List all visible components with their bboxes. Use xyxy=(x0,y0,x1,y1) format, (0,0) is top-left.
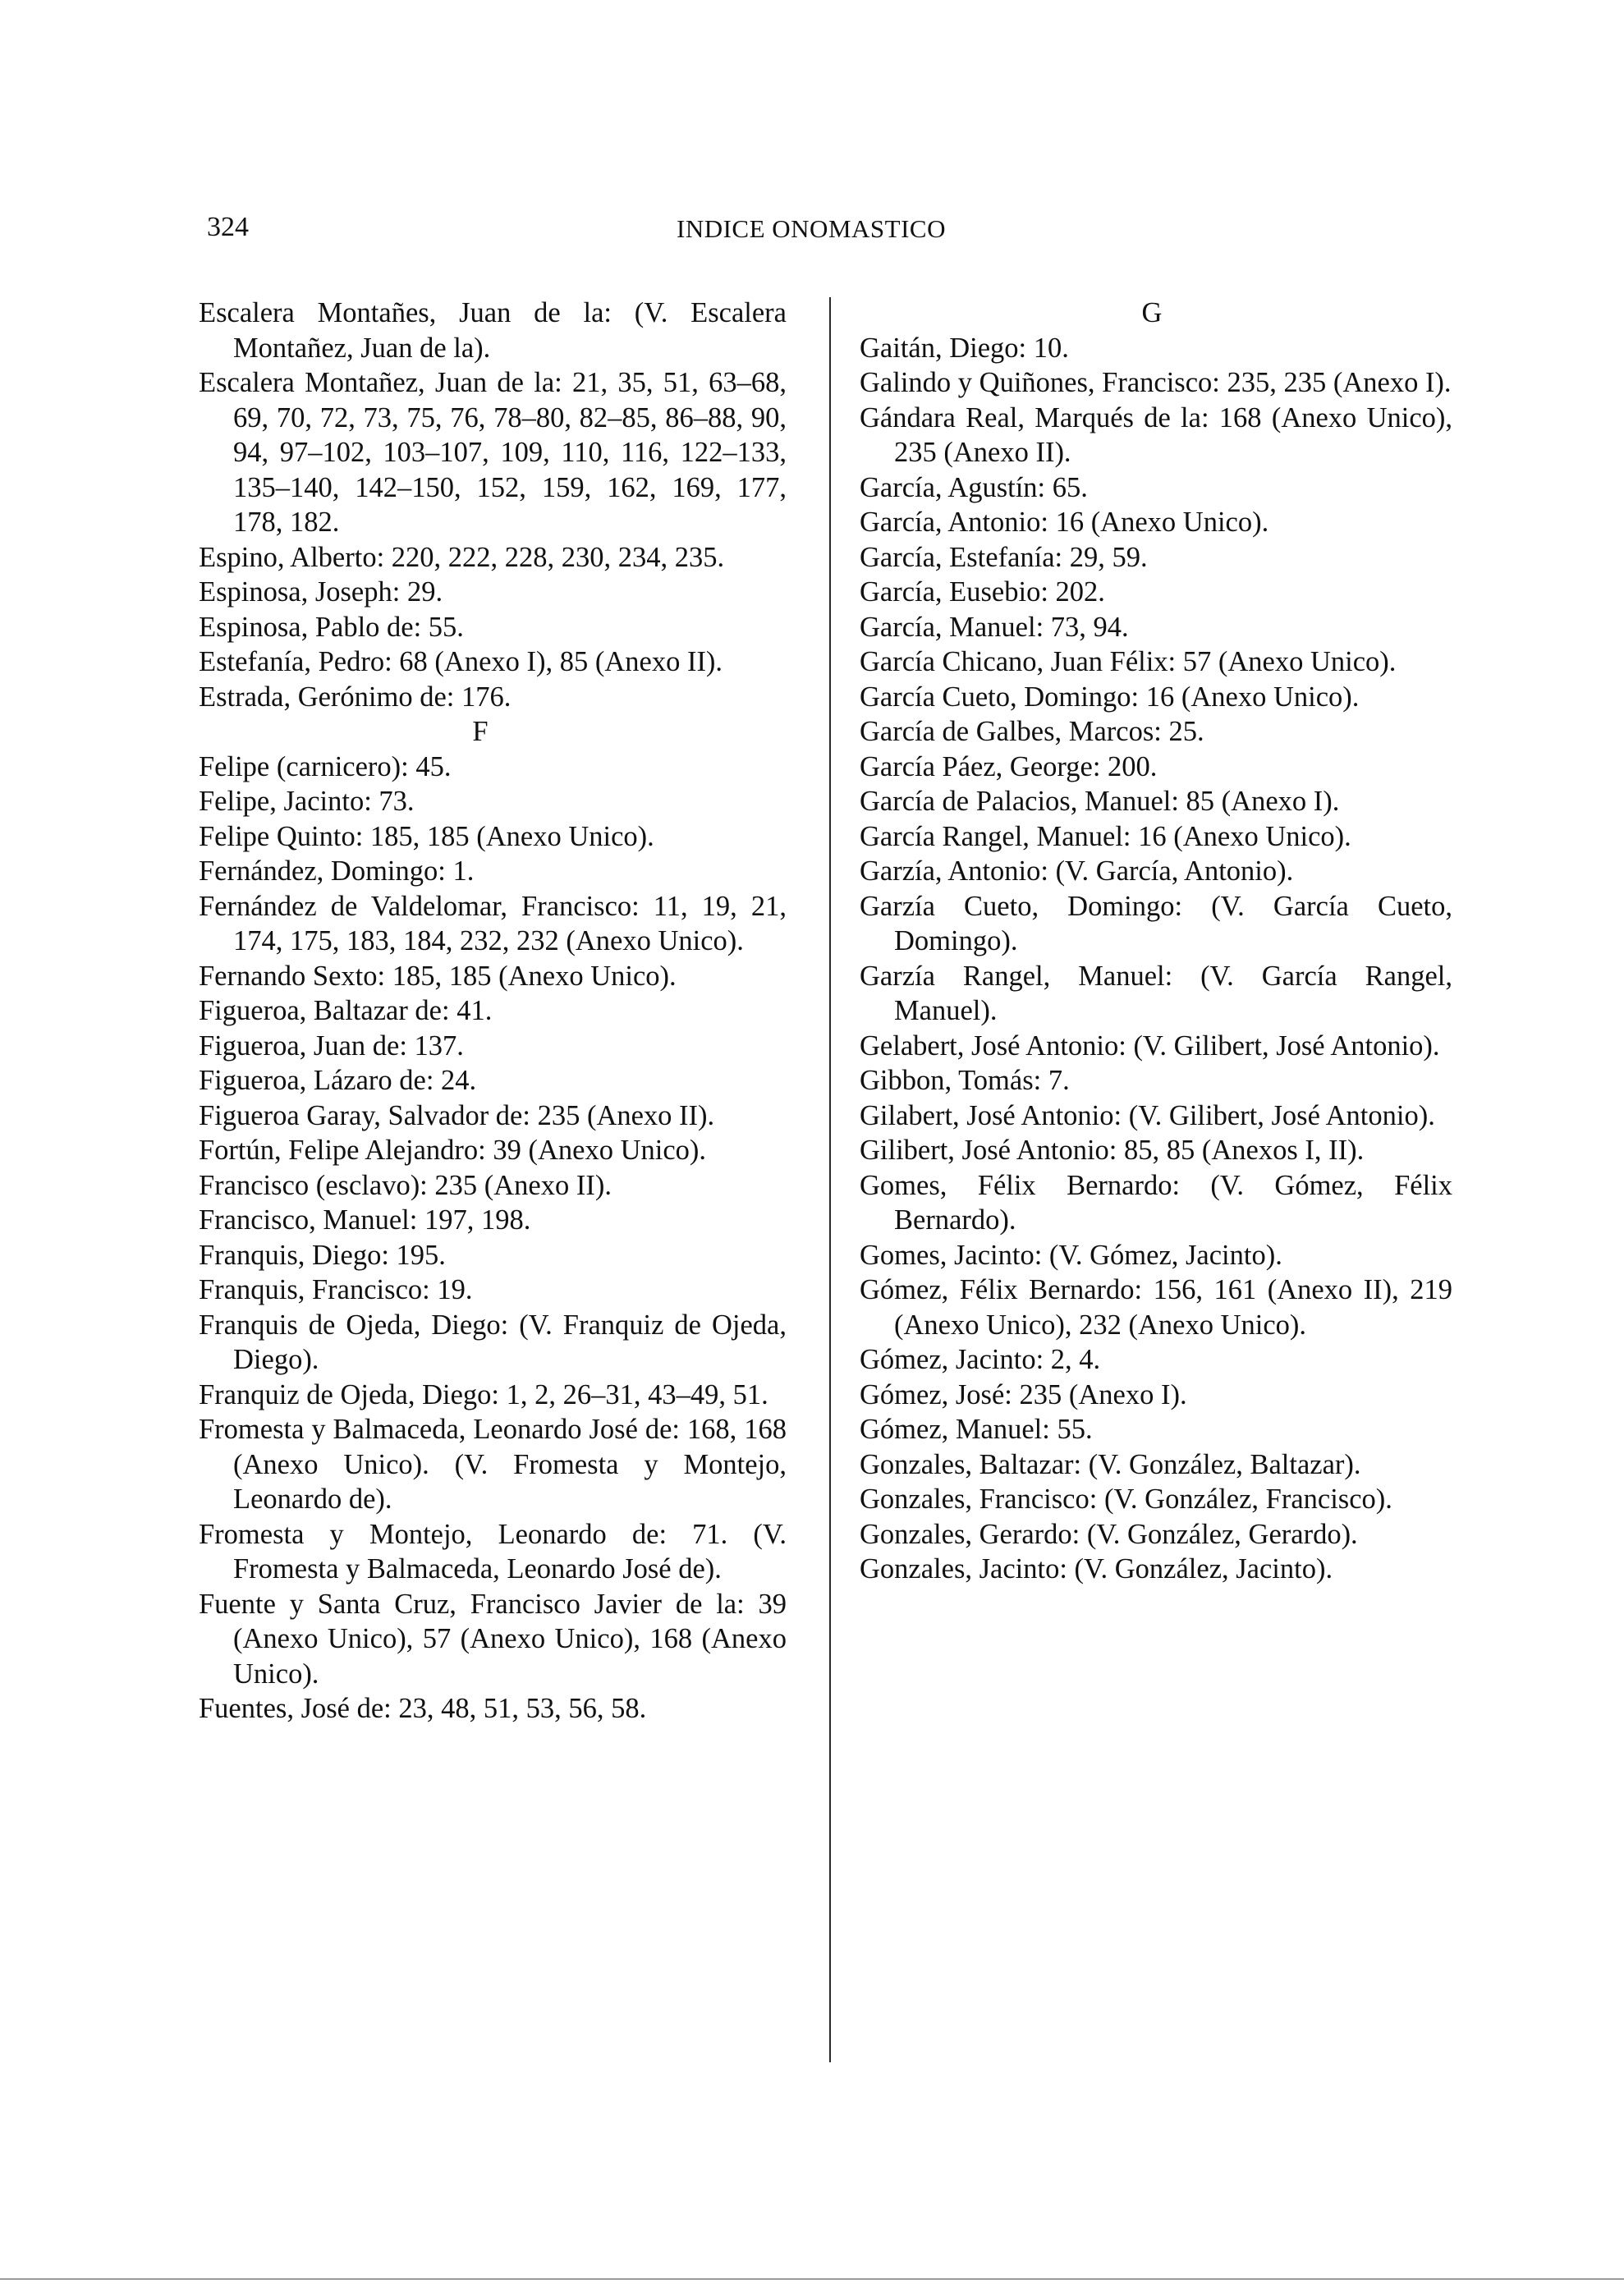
index-entry: Figueroa, Baltazar de: 41. xyxy=(199,995,493,1026)
bottom-rule xyxy=(0,2278,1624,2280)
index-entry: García de Galbes, Marcos: 25. xyxy=(860,716,1204,747)
index-entry: García de Palacios, Manuel: 85 (Anexo I). xyxy=(860,786,1340,817)
index-entry: Fromesta y Balmaceda, Leonardo José de: 168, 168 (Anexo Unico). (V. Fromesta y Montejo, Leonardo de). xyxy=(199,1414,787,1515)
index-entry: Gaitán, Diego: 10. xyxy=(860,332,1069,364)
index-entry: Gilabert, José Antonio: (V. Gilibert, José Antonio). xyxy=(860,1099,1435,1131)
index-entry: Figueroa, Juan de: 137. xyxy=(199,1030,464,1062)
index-entry: Gomes, Félix Bernardo: (V. Gómez, Félix Bernardo). xyxy=(860,1169,1452,1236)
index-entry: Figueroa Garay, Salvador de: 235 (Anexo II). xyxy=(199,1099,715,1131)
index-entry: Felipe, Jacinto: 73. xyxy=(199,786,415,817)
index-entry: García, Eusebio: 202. xyxy=(860,576,1105,608)
index-entry: Gelabert, José Antonio: (V. Gilibert, José Antonio). xyxy=(860,1030,1440,1062)
index-entry: Galindo y Quiñones, Francisco: 235, 235 (Anexo I). xyxy=(860,367,1452,398)
index-entry: Franquis, Francisco: 19. xyxy=(199,1274,473,1305)
index-entry: Fromesta y Montejo, Leonardo de: 71. (V. Fromesta y Balmaceda, Leonardo José de). xyxy=(199,1518,787,1584)
index-entry: Escalera Montañez, Juan de la: 21, 35, 51, 63–68, 69, 70, 72, 73, 75, 76, 78–80, 82–85, 86–88, 90, 94, 97–102, 103–107, 109, 110, 116, 122–133, 135–140, 142–150, 152, 159, 162, 169, 177, 178, 182. xyxy=(199,367,787,538)
index-column-right xyxy=(860,296,1452,1587)
index-entry: Escalera Montañes, Juan de la: (V. Escalera Montañez, Juan de la). xyxy=(199,297,787,364)
page-number: 324 xyxy=(207,212,249,242)
index-entry: Estefanía, Pedro: 68 (Anexo I), 85 (Anexo II). xyxy=(199,646,723,677)
index-entry: García, Antonio: 16 (Anexo Unico). xyxy=(860,507,1269,538)
index-entry: Espinosa, Joseph: 29. xyxy=(199,576,443,608)
index-entry: Felipe (carnicero): 45. xyxy=(199,750,452,782)
index-entry: Fernando Sexto: 185, 185 (Anexo Unico). xyxy=(199,960,677,992)
section-letter: F xyxy=(472,716,489,747)
index-entry: Francisco (esclavo): 235 (Anexo II). xyxy=(199,1169,612,1201)
index-entry: Franquis, Diego: 195. xyxy=(199,1239,446,1271)
index-entry: Fuentes, José de: 23, 48, 51, 53, 56, 58. xyxy=(199,1693,647,1724)
index-entry: Fernández de Valdelomar, Francisco: 11, 19, 21, 174, 175, 183, 184, 232, 232 (Anexo Unico). xyxy=(199,890,787,956)
index-entry: Gonzales, Baltazar: (V. González, Baltazar). xyxy=(860,1448,1361,1480)
index-column-left xyxy=(199,296,787,1727)
index-entry: García, Estefanía: 29, 59. xyxy=(860,541,1148,573)
index-entry: Gonzales, Francisco: (V. González, Francisco). xyxy=(860,1484,1392,1515)
index-entry: García Páez, George: 200. xyxy=(860,750,1158,782)
index-entry: Garzía Rangel, Manuel: (V. García Rangel, Manuel). xyxy=(860,960,1452,1026)
index-entry: Fortún, Felipe Alejandro: 39 (Anexo Unico). xyxy=(199,1135,707,1166)
index-entry: Gonzales, Gerardo: (V. González, Gerardo). xyxy=(860,1518,1358,1550)
index-entry: Estrada, Gerónimo de: 176. xyxy=(199,681,512,713)
index-entry: Gómez, José: 235 (Anexo I). xyxy=(860,1378,1187,1410)
index-entry: Gándara Real, Marqués de la: 168 (Anexo Unico), 235 (Anexo II). xyxy=(860,401,1452,468)
index-entry: Espino, Alberto: 220, 222, 228, 230, 234, 235. xyxy=(199,541,725,573)
index-entry: Franquis de Ojeda, Diego: (V. Franquiz de Ojeda, Diego). xyxy=(199,1309,787,1375)
running-head: INDICE ONOMASTICO xyxy=(677,214,946,243)
index-entry: Gómez, Jacinto: 2, 4. xyxy=(860,1344,1101,1375)
index-entry: Garzía Cueto, Domingo: (V. García Cueto, Domingo). xyxy=(860,890,1452,956)
index-entry: Gómez, Félix Bernardo: 156, 161 (Anexo II), 219 (Anexo Unico), 232 (Anexo Unico). xyxy=(860,1274,1452,1341)
index-entry: Garzía, Antonio: (V. García, Antonio). xyxy=(860,855,1294,887)
index-entry: García Chicano, Juan Félix: 57 (Anexo Unico). xyxy=(860,646,1397,677)
section-letter: G xyxy=(1141,297,1163,328)
index-entry: Francisco, Manuel: 197, 198. xyxy=(199,1204,531,1236)
index-entry: García Rangel, Manuel: 16 (Anexo Unico). xyxy=(860,820,1351,852)
index-entry: Fernández, Domingo: 1. xyxy=(199,855,475,887)
index-entry: García, Manuel: 73, 94. xyxy=(860,611,1129,643)
index-entry: Gonzales, Jacinto: (V. González, Jacinto). xyxy=(860,1553,1333,1584)
index-entry: Gilibert, José Antonio: 85, 85 (Anexos I, II). xyxy=(860,1135,1365,1166)
index-entry: Figueroa, Lázaro de: 24. xyxy=(199,1065,477,1096)
index-entry: Gomes, Jacinto: (V. Gómez, Jacinto). xyxy=(860,1239,1282,1271)
index-entry: García, Agustín: 65. xyxy=(860,471,1088,503)
index-entry: Fuente y Santa Cruz, Francisco Javier de la: 39 (Anexo Unico), 57 (Anexo Unico), 168 (Anexo Unico). xyxy=(199,1588,787,1690)
index-entry: Gómez, Manuel: 55. xyxy=(860,1414,1093,1445)
index-entry: García Cueto, Domingo: 16 (Anexo Unico). xyxy=(860,681,1360,713)
index-entry: Felipe Quinto: 185, 185 (Anexo Unico). xyxy=(199,820,654,852)
index-entry: Franquiz de Ojeda, Diego: 1, 2, 26–31, 43–49, 51. xyxy=(199,1378,768,1410)
index-entry: Gibbon, Tomás: 7. xyxy=(860,1065,1070,1096)
index-entry: Espinosa, Pablo de: 55. xyxy=(199,611,464,643)
column-divider xyxy=(829,297,831,2062)
